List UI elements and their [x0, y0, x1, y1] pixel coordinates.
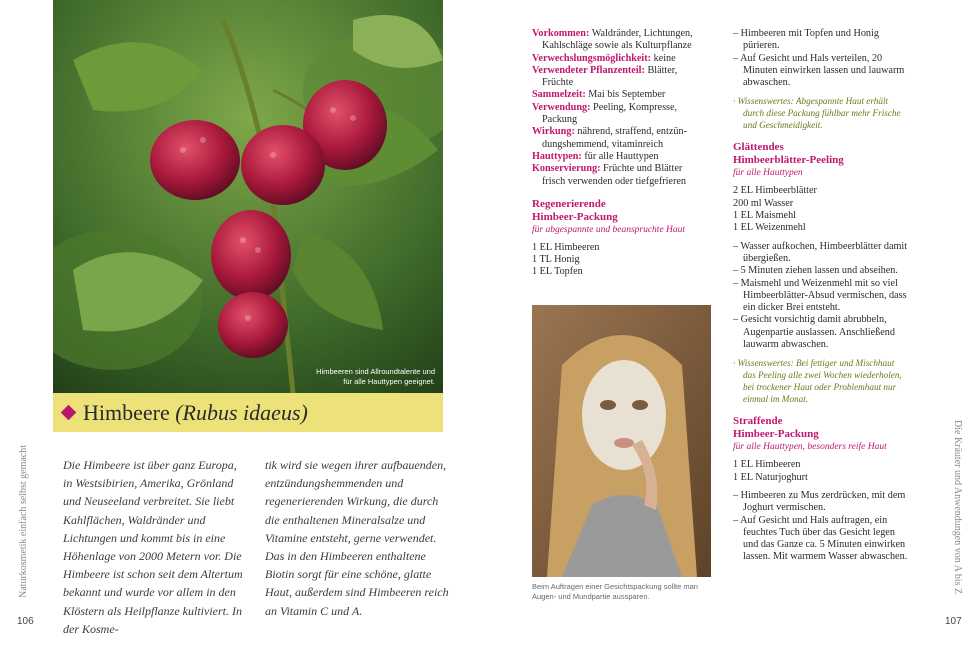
facts-column: Vorkommen: Waldränder, Lichtungen, Kahlschläge sowie als Kulturpflanze Verwechslungsmöglichkeit: keine Verwendeter Pflanzenteil: Blätter, Früchte Sammelzeit: Mai bis September Verwendung: Peeling, Kompresse, Packung Wirkung: nährend, straffend, entzün- dungshemmend, vitaminreich Hauttypen: für alle Hauttypen Konservierung: Früchte und Blätter frisch verwenden oder tiefgefrieren Regenerierende Himbeer-Packung für abgespannte und beanspruchte Haut 1 EL Himbeeren 1 TL Honig 1 EL Topfen — [532, 28, 717, 279]
recipe-step: – Auf Gesicht und Hals verteilen, 20 Minuten einwirken lassen und lauwarm abwaschen. — [733, 52, 905, 89]
recipe-subtitle: für alle Hauttypen — [733, 168, 803, 179]
ingredient: 2 EL Himbeerblätter — [733, 185, 817, 197]
intro-column-2: tik wird sie wegen ihrer aufbauenden, entzündungshemmenden und regenerierenden Wirkung, die durch die enthaltenen Mineralsalze und Vitamine entsteht, gerne verwendet. Das in den Himbeeren enthaltene Biotin sorgt für eine schöne, glatte Haut, außerdem sind Himbeeren reich an Vitamin C und A. — [265, 458, 449, 618]
book-side-title: Die Kräuter und Anwendungen von A bis Z — [952, 420, 963, 595]
face-photo-caption: Beim Auftragen einer Gesichtspackung sollte man Augen- und Mundpartie aussparen. — [532, 582, 698, 601]
page-number-left: 106 — [17, 616, 34, 627]
recipe-title: Straffende Himbeer-Packung — [733, 415, 819, 441]
entry-title-bar — [53, 393, 443, 432]
recipes-column — [733, 28, 908, 564]
ingredient: 1 EL Naturjoghurt — [733, 471, 808, 483]
intro-column-1: Die Himbeere ist über ganz Europa, in Westsibirien, Amerika, Grönland und Neuseeland verbreitet. Sie liebt Kahlflächen, Waldränder und Lichtungen und kommt bis in eine Höhenlage von 2000 Metern vor. Die Himbeere ist schon seit dem Altertum bekannt und wurde vor allem in den Klöstern als Heilpflanze kultiviert. In der Kosme- — [63, 458, 243, 636]
recipe-step: – Himbeeren mit Topfen und Honig pürieren. — [733, 28, 879, 52]
raspberry-photo — [53, 0, 443, 393]
ingredient: 200 ml Wasser — [733, 197, 794, 209]
fact-item: Verwendung: Peeling, Kompresse, — [532, 101, 678, 113]
recipe-step: – Auf Gesicht und Hals auftragen, ein feuchtes Tuch über das Gesicht legen und das Ganze ca. 5 Minuten einwirken lassen. Mit warmem Wasser abwaschen. — [733, 514, 908, 563]
fact-item: Hauttypen: für alle Hauttypen — [532, 150, 659, 162]
fact-item: Sammelzeit: Mai bis September — [532, 89, 666, 101]
ingredient: 1 TL Honig — [532, 254, 580, 266]
entry-title: Himbeere (Rubus idaeus) — [83, 399, 308, 425]
fact-item: Vorkommen: Waldränder, Lichtungen, — [532, 28, 693, 39]
recipe-step: – 5 Minuten ziehen lassen und abseihen. — [733, 265, 898, 277]
recipe-title: Regenerierende Himbeer-Packung — [532, 197, 618, 223]
fact-item: Verwendeter Pflanzenteil: Blätter, — [532, 64, 678, 76]
tip-note: · Wissenswertes: Bei fettiger und Mischhaut das Peeling alle zwei Wochen wiederholen, bei trockener Haut oder Problemhaut nur einmal im Monat. — [733, 358, 902, 405]
fact-item: Verwechslungsmöglichkeit: keine — [532, 52, 676, 64]
ingredient: 1 EL Weizenmehl — [733, 222, 806, 234]
ingredient: 1 EL Maismehl — [733, 210, 796, 222]
book-side-title: Naturkosmetik einfach selbst gemacht — [18, 444, 29, 598]
recipe-title: Glättendes Himbeerblätter-Peeling — [733, 141, 844, 167]
recipe-subtitle: für abgespannte und beanspruchte Haut — [532, 224, 686, 235]
recipe-subtitle: für alle Hauttypen, besonders reife Haut — [733, 442, 887, 453]
recipe-step: – Maismehl und Weizenmehl mit so viel Himbeerblätter-Absud vermischen, dass ein dicker Brei entsteht. — [733, 277, 907, 314]
recipe-step: – Wasser aufkochen, Himbeerblätter damit übergießen. — [733, 240, 908, 264]
ingredient: 1 EL Himbeeren — [733, 459, 801, 471]
ingredient: 1 EL Himbeeren — [532, 241, 600, 253]
face-mask-photo — [532, 305, 711, 577]
photo-caption: Himbeeren sind Allroundtalente und für alle Hauttypen geeignet. — [316, 367, 435, 386]
recipe-step: – Gesicht vorsichtig damit abrubbeln, Augenpartie auslassen. Anschließend lauwarm abwaschen. — [733, 314, 895, 351]
tip-note: · Wissenswertes: Abgespannte Haut erhält durch diese Packung fühlbar mehr Frische und Geschmeidigkeit. — [733, 96, 901, 131]
ingredient: 1 EL Topfen — [532, 266, 583, 278]
fact-item: Konservierung: Früchte und Blätter — [532, 163, 683, 175]
diamond-icon — [61, 405, 77, 421]
fact-item: Wirkung: nährend, straffend, entzün- — [532, 126, 687, 138]
recipe-step: – Himbeeren zu Mus zerdrücken, mit dem Joghurt vermischen. — [733, 489, 906, 514]
page-number-right: 107 — [945, 616, 962, 627]
